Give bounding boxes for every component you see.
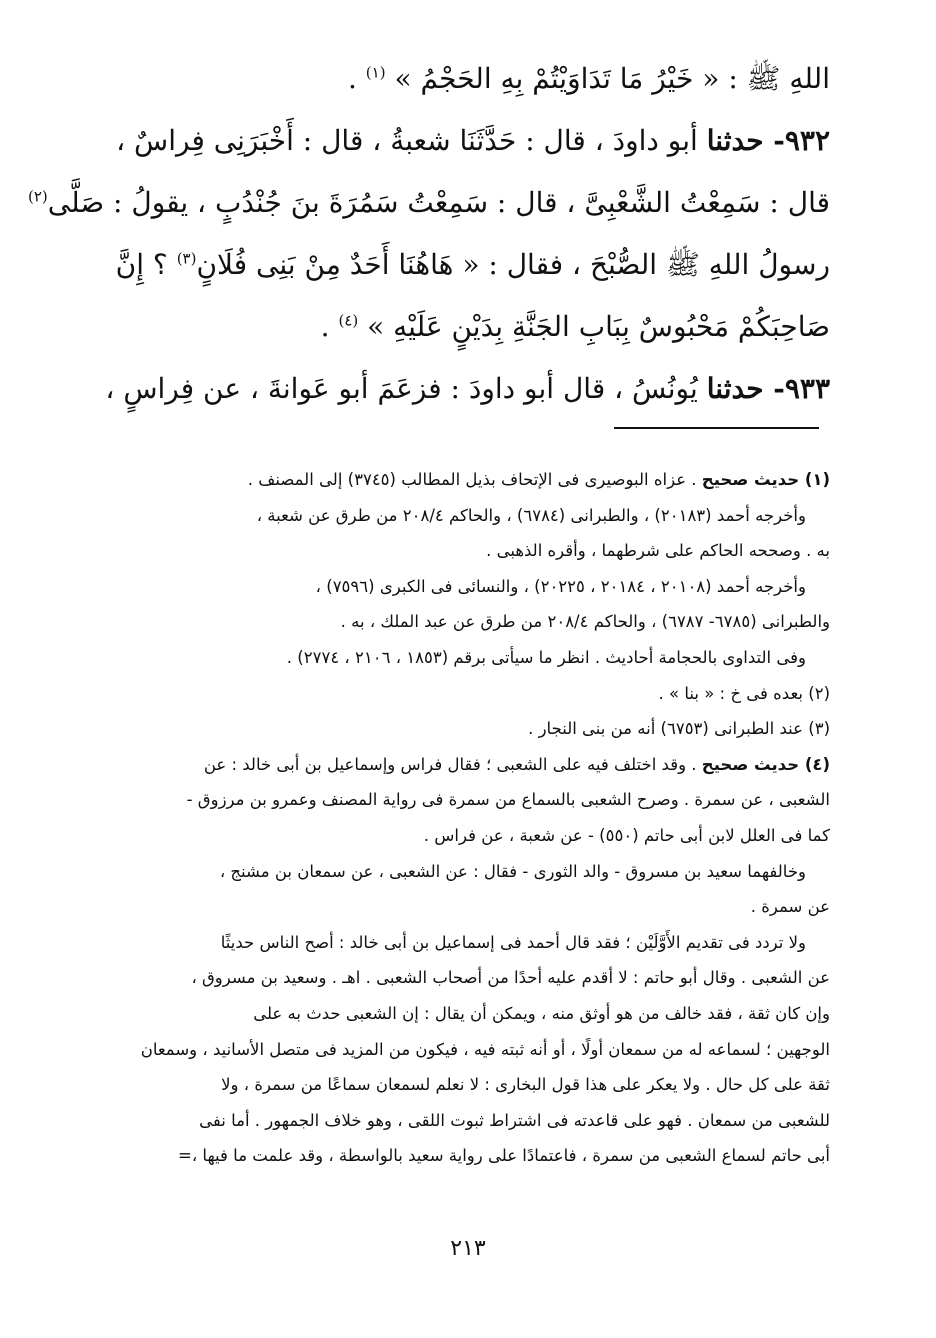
footnote-line: الشعبى ، عن سمرة . وصرح الشعبى بالسماع من سمرة فى رواية المصنف وعمرو بن مرزوق - — [186, 790, 830, 810]
footnote-line: والطبرانى (٦٧٨٥- ٦٧٨٧) ، والحاكم ٢٠٨/٤ من طرق عن عبد الملك ، به . — [340, 612, 830, 632]
footnote-separator — [614, 427, 819, 429]
hadith-933-line: ٩٣٣- حدثنا يُونُسُ ، قال أبو داودَ : فزعَمَ أبو عَوانةَ ، عن فِراسٍ ، — [105, 372, 830, 405]
hadith-number: ٩٣٢- حدثنا — [706, 124, 830, 157]
footnote-line: وفى التداوى بالحجامة أحاديث . انظر ما سيأتى برقم (١٨٥٣ ، ٢١٠٦ ، ٢٧٧٤) . — [286, 647, 806, 667]
footnote-4: (٤) حديث صحيح . وقد اختلف فيه على الشعبى ؛ فقال فراس وإسماعيل بن أبى خالد : عن — [203, 754, 830, 774]
footnote-line: ثقة على كل حال . ولا يعكر على هذا قول البخارى : لا نعلم لسمعان سماعًا من سمرة ، ولا — [221, 1075, 830, 1095]
footnote-line: به . وصححه الحاكم على شرطهما ، وأقره الذهبى . — [486, 541, 830, 561]
footnote-2: (٢) بعده فى خ : « بنا » . — [658, 683, 830, 703]
footnote-ref: (١) — [365, 63, 386, 82]
main-text — [27, 48, 830, 420]
hadith-932-line: صَاحِبَكُمْ مَحْبُوسٌ بِبَابِ الجَنَّةِ بِدَيْنٍ عَلَيْهِ » $^{(٤)}$ . — [320, 310, 830, 343]
footnote-ref: (٤) — [338, 311, 359, 330]
footnote-ref: (٢) — [27, 187, 48, 206]
hadith-932-line: رسولُ اللهِ ﷺ الصُّبْحَ ، فقال : « هَاهُنَا أَحَدٌ مِنْ بَنِى فُلَانٍ$^{(٣)}$ ؟ إِنَّ — [115, 248, 830, 281]
footnote-3: (٣) عند الطبرانى (٦٧٥٣) أنه من بنى النجار . — [528, 719, 830, 739]
footnote-line: عن الشعبى . وقال أبو حاتم : لا أقدم عليه أحدًا من أصحاب الشعبى . اهـ . وسعيد بن مسروق ، — [191, 968, 830, 988]
footnote-line: وخالفهما سعيد بن مسروق - والد الثورى - فقال : عن الشعبى ، عن سمعان بن مشنج ، — [219, 861, 806, 881]
footnote-line: وإن كان ثقة ، فقد خالف من هو أوثق منه ، ويمكن أن يقال : إن الشعبى حدث به على — [253, 1003, 830, 1023]
footnote-line: ولا تردد فى تقديم الأَوَّلَيْن ؛ فقد قال أحمد فى إسماعيل بن أبى خالد : أصح الناس حديثًا — [220, 932, 806, 952]
footnote-ref: (٣) — [176, 249, 197, 268]
footnote-line: كما فى العلل لابن أبى حاتم (٥٥٠) - عن شعبة ، عن فراس . — [423, 825, 830, 845]
footnote-line: أبى حاتم لسماع الشعبى من سمرة ، فاعتمادًا على رواية سعيد بالواسطة ، وقد علمت ما فيها ،= — [178, 1146, 830, 1166]
footnotes — [100, 462, 830, 1174]
footnote-line: الوجهين ؛ لسماعه له من سمعان أولًا ، أو أنه ثبته فيه ، فيكون من المزيد فى متصل الأسانيد ، وسمعان — [140, 1039, 830, 1059]
footnote-line: وأخرجه أحمد (٢٠١٨٣) ، والطبرانى (٦٧٨٤) ، والحاكم ٢٠٨/٤ من طرق عن شعبة ، — [256, 505, 806, 525]
page-number: ٢١٣ — [450, 1236, 486, 1261]
footnote-line: عن سمرة . — [750, 897, 830, 917]
footnote-1: (١) حديث صحيح . عزاه البوصيرى فى الإتحاف بذيل المطالب (٣٧٤٥) إلى المصنف . — [247, 470, 830, 489]
footnote-line: وأخرجه أحمد (٢٠١٠٨ ، ٢٠١٨٤ ، ٢٠٢٢٥) ، والنسائى فى الكبرى (٧٥٩٦) ، — [315, 576, 806, 596]
hadith-932-line: قال : سَمِعْتُ الشَّعْبِىَّ ، قال : سَمِعْتُ سَمُرَةَ بنَ جُنْدُبٍ ، يقولُ : صَلَّى$^{(٢)}$ — [27, 186, 830, 219]
hadith-number: ٩٣٣- حدثنا — [706, 372, 830, 405]
hadith-932-line: ٩٣٢- حدثنا أبو داودَ ، قال : حَدَّثَنَا شعبةُ ، قال : أَخْبَرَنِى فِراسٌ ، — [116, 124, 830, 157]
main-line: اللهِ ﷺ : « خَيْرُ مَا تَدَاوَيْتُمْ بِهِ الحَجْمُ » $^{(١)}$ . — [347, 62, 830, 95]
footnote-line: للشعبى من سمعان . فهو على قاعدته فى اشتراط ثبوت اللقى ، وهو خلاف الجمهور . أما نفى — [199, 1110, 830, 1130]
